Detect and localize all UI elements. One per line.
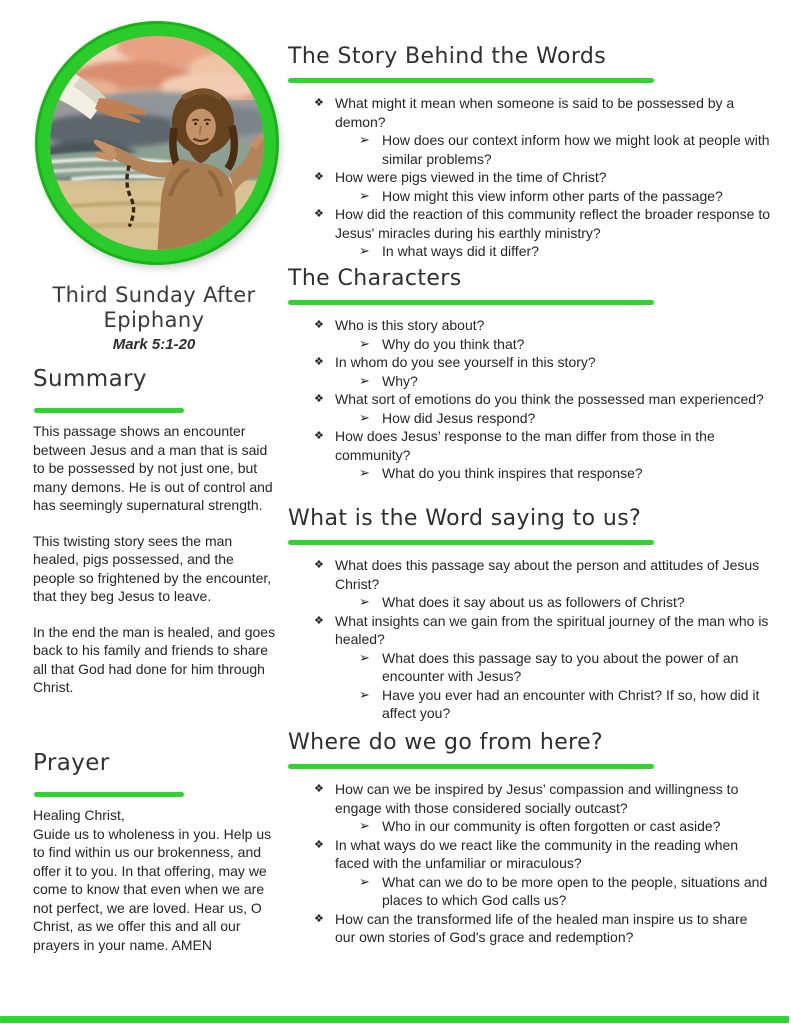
follow-up-item-text: How might this view inform other parts of the passage? <box>382 187 723 204</box>
follow-up-item-text: Why do you think that? <box>382 335 525 352</box>
arrow-bullet-icon: ➢ <box>359 686 370 702</box>
question-item-text: In whom do you see yourself in this story? <box>335 354 596 370</box>
section-heading: The Story Behind the Words <box>288 44 607 69</box>
summary-text <box>33 422 276 714</box>
question-item <box>288 556 772 593</box>
follow-up-item <box>288 464 772 483</box>
question-item-text: How did the reaction of this community reflect the broader response to Jesus' miracles during his earthly ministry? <box>335 206 770 241</box>
summary-paragraph: This twisting story sees the man healed, pigs possessed, and the people so frightened by the encounter, that they beg Jesus to leave. <box>33 532 272 604</box>
question-item <box>288 780 772 817</box>
question-item-text: What insights can we gain from the spiritual journey of the man who is healed? <box>335 612 769 647</box>
question-list <box>288 316 772 483</box>
question-item <box>288 168 772 187</box>
question-item-text: What sort of emotions do you think the possessed man experienced? <box>335 391 764 407</box>
question-item <box>288 612 772 649</box>
follow-up-item <box>288 409 772 428</box>
question-item-text: In what ways do we react like the community in the reading when faced with the unfamiliar or miraculous? <box>335 836 739 871</box>
section-underline <box>288 540 654 545</box>
follow-up-item-text: How does our context inform how we might look at people with similar problems? <box>382 132 770 167</box>
arrow-bullet-icon: ➢ <box>359 372 370 388</box>
arrow-bullet-icon: ➢ <box>359 594 370 609</box>
follow-up-item <box>288 242 772 261</box>
follow-up-item-text: In what ways did it differ? <box>382 243 539 259</box>
diamond-bullet-icon: ❖ <box>314 783 324 795</box>
diamond-bullet-icon: ❖ <box>314 208 324 220</box>
question-item <box>288 836 772 873</box>
follow-up-item-text: What does this passage say to you about the power of an encounter with Jesus? <box>382 649 739 684</box>
question-item-text: What might it mean when someone is said to be possessed by a demon? <box>335 95 735 130</box>
diamond-bullet-icon: ❖ <box>314 319 324 331</box>
question-item-text: How can we be inspired by Jesus’ compassion and willingness to engage with those considered socially outcast? <box>335 781 739 816</box>
follow-up-item <box>288 817 772 836</box>
follow-up-item <box>288 873 772 910</box>
question-item <box>288 910 772 947</box>
section-underline <box>288 78 654 83</box>
question-item <box>288 427 772 464</box>
section-underline <box>288 300 654 305</box>
section-the-story-behind-the-words <box>288 44 772 261</box>
section-the-characters <box>288 266 772 483</box>
summary-paragraph: In the end the man is healed, and goes back to his family and friends to share all that God had done for him through Christ. <box>33 623 276 695</box>
question-item <box>288 390 772 409</box>
question-item <box>288 353 772 372</box>
follow-up-item <box>288 372 772 391</box>
section-where-do-we-go-from-here <box>288 730 772 947</box>
diamond-bullet-icon: ❖ <box>314 838 324 851</box>
diamond-bullet-icon: ❖ <box>314 614 324 627</box>
summary-paragraph: This passage shows an encounter between Jesus and a man that is said to be possessed by not just one, but many demons. He is out of control and has seemingly supernatural strength. <box>33 423 273 513</box>
follow-up-item <box>288 335 772 354</box>
diamond-bullet-icon: ❖ <box>314 171 324 183</box>
arrow-bullet-icon: ➢ <box>359 465 370 480</box>
question-item-text: How does Jesus’ response to the man differ from those in the community? <box>335 428 715 463</box>
question-item-text: Who is this story about? <box>335 317 485 333</box>
section-heading: The Characters <box>288 266 462 291</box>
diamond-bullet-icon: ❖ <box>314 356 324 368</box>
follow-up-item <box>288 649 772 686</box>
diamond-bullet-icon: ❖ <box>314 393 324 405</box>
question-item-text: How can the transformed life of the healed man inspire us to share our own stories of God's grace and redemption? <box>335 910 748 945</box>
follow-up-item <box>288 187 772 206</box>
diamond-bullet-icon: ❖ <box>314 97 324 109</box>
follow-up-item-text: What does it say about us as followers of Christ? <box>382 594 685 610</box>
follow-up-item-text: Have you ever had an encounter with Christ? If so, how did it affect you? <box>382 686 760 721</box>
question-item <box>288 205 772 242</box>
follow-up-item-text: Why? <box>382 372 418 389</box>
question-list <box>288 556 772 723</box>
page-title <box>33 283 275 333</box>
follow-up-item-text: What can we do to be more open to the people, situations and places to which God calls us? <box>382 873 768 908</box>
arrow-bullet-icon: ➢ <box>359 132 370 147</box>
prayer-text <box>33 806 276 954</box>
question-item-text: How were pigs viewed in the time of Christ? <box>335 169 607 185</box>
footer-accent-bar <box>0 1016 789 1023</box>
follow-up-item <box>288 686 772 723</box>
prayer-underline <box>34 792 184 797</box>
arrow-bullet-icon: ➢ <box>359 335 370 351</box>
question-list <box>288 94 772 261</box>
summary-heading: Summary <box>33 366 147 392</box>
follow-up-item-text: What do you think inspires that response? <box>382 465 643 481</box>
summary-underline <box>34 408 184 413</box>
title-line-1: Third Sunday After <box>52 283 256 307</box>
section-heading: What is the Word saying to us? <box>288 506 642 531</box>
diamond-bullet-icon: ❖ <box>314 559 324 571</box>
question-item <box>288 94 772 131</box>
question-item <box>288 316 772 335</box>
arrow-bullet-icon: ➢ <box>359 243 370 258</box>
follow-up-item-text: How did Jesus respond? <box>382 409 536 426</box>
section-underline <box>288 764 654 769</box>
follow-up-item <box>288 593 772 612</box>
scripture-reference: Mark 5:1-20 <box>112 336 196 353</box>
prayer-body: Guide us to wholeness in you. Help us to find within us our brokenness, and offer it to you. In that offering, may we come to know that even when we are not perfect, we are loved. Hear us, O Christ, as we offer this and all our prayers in your name. AMEN <box>33 825 272 953</box>
prayer-opening-line: Healing Christ, <box>33 807 125 823</box>
diamond-bullet-icon: ❖ <box>314 430 324 442</box>
title-line-2: Epiphany <box>103 307 205 332</box>
question-item-text: What does this passage say about the person and attitudes of Jesus Christ? <box>335 557 760 592</box>
arrow-bullet-icon: ➢ <box>359 873 370 889</box>
arrow-bullet-icon: ➢ <box>359 818 370 833</box>
hero-image-art <box>50 36 264 250</box>
jesus-healing-demoniac-image <box>38 24 276 262</box>
follow-up-item <box>288 131 772 168</box>
study-questions-column <box>288 0 772 1024</box>
prayer-heading: Prayer <box>33 750 110 776</box>
follow-up-item-text: Who in our community is often forgotten or cast aside? <box>382 818 721 834</box>
arrow-bullet-icon: ➢ <box>359 649 370 665</box>
arrow-bullet-icon: ➢ <box>359 409 370 425</box>
section-heading: Where do we go from here? <box>288 730 604 755</box>
arrow-bullet-icon: ➢ <box>359 187 370 203</box>
left-column <box>33 0 275 1024</box>
section-what-is-the-word-saying-to-us <box>288 506 772 723</box>
question-list <box>288 780 772 947</box>
diamond-bullet-icon: ❖ <box>314 912 324 925</box>
